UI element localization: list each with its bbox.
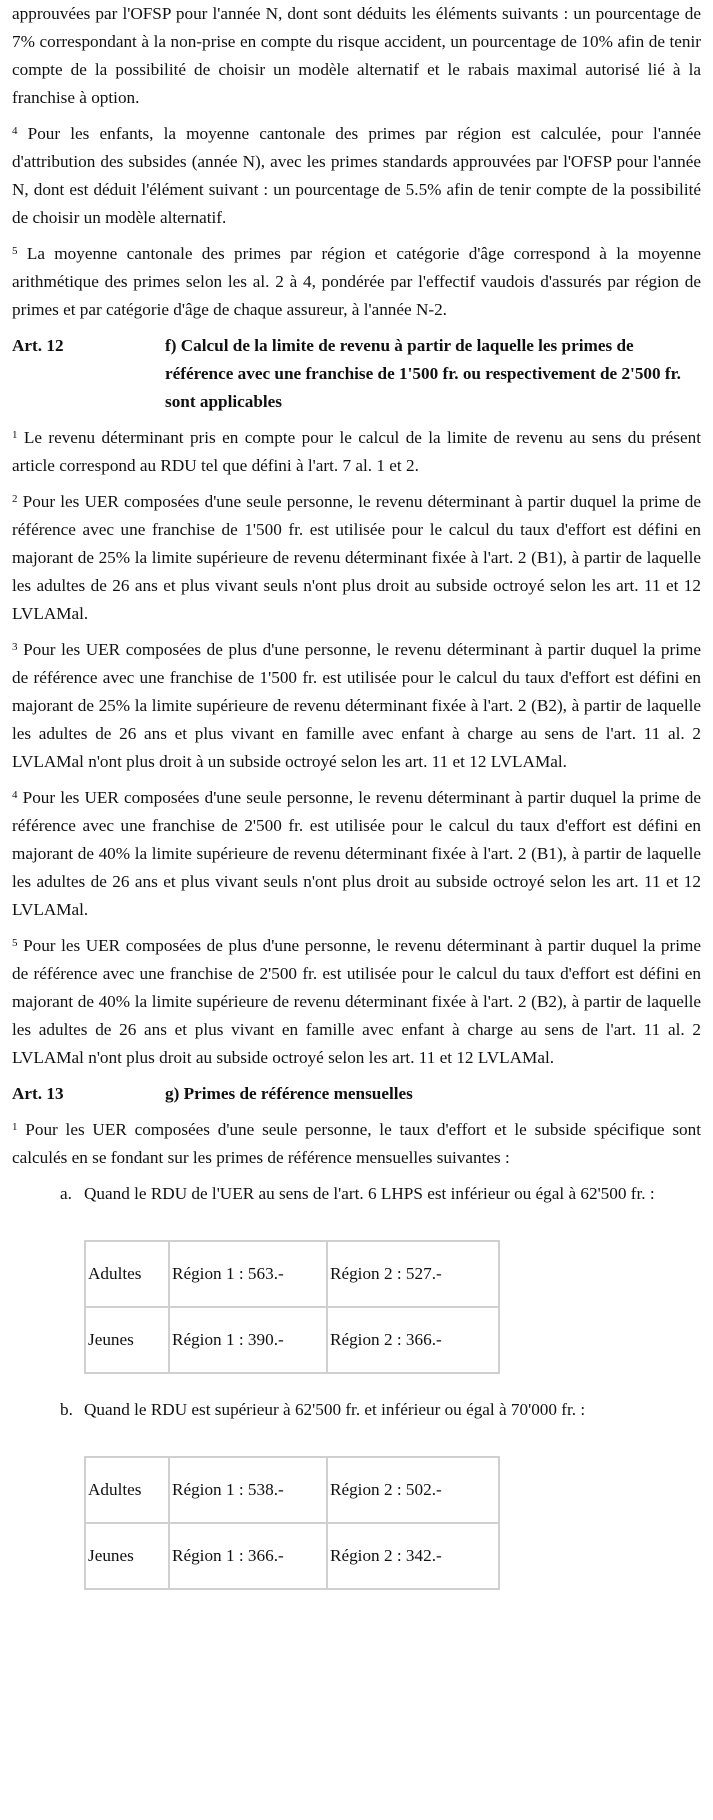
article-title: g) Primes de référence mensuelles	[165, 1084, 413, 1103]
paragraph-4: $^4$ Pour les enfants, la moyenne cantonale des primes par région est calculée, pour l'année d'attribution des subsides (année N), avec les primes standards approuvées par l'OFSP pour l'année N, dont est déduit l'élément suivant : un pourcentage de 5.5% afin de tenir compte de la possibilité de choisir un modèle alternatif.	[12, 124, 701, 227]
article-number: Art. 13	[12, 1084, 64, 1103]
table-cell-region-1: Région 1 : 538.-	[169, 1457, 327, 1523]
table-row	[85, 1241, 499, 1307]
table-row	[85, 1523, 499, 1589]
art12-paragraph-3: $^3$ Pour les UER composées de plus d'une personne, le revenu déterminant à partir duquel la prime de référence avec une franchise de 1'500 fr. est utilisée pour le calcul du taux d'effort est défini en majorant de 25% la limite supérieure de revenu déterminant fixée à l'art. 2 (B2), à partir de laquelle les adultes de 26 ans et plus vivant en famille avec enfant à charge au sens de l'art. 11 al. 2 LVLAMal n'ont plus droit à un subside octroyé selon les art. 11 et 12 LVLAMal.	[12, 640, 701, 771]
table-cell-region-2: Région 2 : 502.-	[327, 1457, 499, 1523]
paragraph-5: $^5$ La moyenne cantonale des primes par région et catégorie d'âge correspond à la moyenne arithmétique des primes selon les al. 2 à 4, pondérée par l'effectif vaudois d'assurés par région de primes et par catégorie d'âge de chaque assureur, à l'année N-2.	[12, 244, 701, 319]
article-12-heading	[12, 332, 701, 416]
list-item-b	[12, 1396, 701, 1424]
table-cell-region-1: Région 1 : 563.-	[169, 1241, 327, 1307]
art12-paragraph-4: $^4$ Pour les UER composées d'une seule personne, le revenu déterminant à partir duquel la prime de référence avec une franchise de 2'500 fr. est utilisée pour le calcul du taux d'effort est défini en majorant de 40% la limite supérieure de revenu déterminant fixée à l'art. 2 (B1), à partir de laquelle les adultes de 26 ans et plus vivant seuls n'ont plus droit au subside octroyé selon les art. 11 et 12 LVLAMal.	[12, 788, 701, 919]
table-cell-region-2: Région 2 : 366.-	[327, 1307, 499, 1373]
table-row	[85, 1307, 499, 1373]
list-marker: b.	[60, 1400, 73, 1419]
paragraph-continued: approuvées par l'OFSP pour l'année N, dont sont déduits les éléments suivants : un pourcentage de 7% correspondant à la non-prise en compte du risque accident, un pourcentage de 10% afin de tenir compte de la possibilité de choisir un modèle alternatif et le rabais maximal autorisé lié à la franchise à option.	[12, 4, 701, 107]
table-row	[85, 1457, 499, 1523]
list-text: Quand le RDU est supérieur à 62'500 fr. et inférieur ou égal à 70'000 fr. :	[84, 1400, 586, 1419]
table-cell-category: Adultes	[85, 1241, 169, 1307]
article-number: Art. 12	[12, 336, 64, 355]
table-cell-category: Adultes	[85, 1457, 169, 1523]
list-marker: a.	[60, 1184, 72, 1203]
art12-paragraph-1: $^1$ Le revenu déterminant pris en compte pour le calcul de la limite de revenu au sens du présent article correspond au RDU tel que défini à l'art. 7 al. 1 et 2.	[12, 428, 701, 475]
article-title: f) Calcul de la limite de revenu à partir de laquelle les primes de référence avec une franchise de 1'500 fr. ou respectivement de 2'500 fr. sont applicables	[165, 336, 681, 411]
article-13-heading	[12, 1080, 701, 1108]
art12-paragraph-5: $^5$ Pour les UER composées de plus d'une personne, le revenu déterminant à partir duquel la prime de référence avec une franchise de 2'500 fr. est utilisée pour le calcul du taux d'effort est défini en majorant de 40% la limite supérieure de revenu déterminant fixée à l'art. 2 (B2), à partir de laquelle les adultes de 26 ans et plus vivant en famille avec enfant à charge au sens de l'art. 11 al. 2 LVLAMal n'ont plus droit au subside octroyé selon les art. 11 et 12 LVLAMal.	[12, 936, 701, 1067]
premium-table-a	[84, 1240, 500, 1374]
table-cell-category: Jeunes	[85, 1307, 169, 1373]
art12-paragraph-2: $^2$ Pour les UER composées d'une seule personne, le revenu déterminant à partir duquel la prime de référence avec une franchise de 1'500 fr. est utilisée pour le calcul du taux d'effort est défini en majorant de 25% la limite supérieure de revenu déterminant fixée à l'art. 2 (B1), à partir de laquelle les adultes de 26 ans et plus vivant seuls n'ont plus droit au subside octroyé selon les art. 11 et 12 LVLAMal.	[12, 492, 701, 623]
premium-table-b	[84, 1456, 500, 1590]
table-cell-region-1: Région 1 : 390.-	[169, 1307, 327, 1373]
table-cell-region-1: Région 1 : 366.-	[169, 1523, 327, 1589]
table-cell-region-2: Région 2 : 527.-	[327, 1241, 499, 1307]
table-cell-region-2: Région 2 : 342.-	[327, 1523, 499, 1589]
list-text: Quand le RDU de l'UER au sens de l'art. 6 LHPS est inférieur ou égal à 62'500 fr. :	[84, 1184, 655, 1203]
art13-paragraph-1: $^1$ Pour les UER composées d'une seule personne, le taux d'effort et le subside spécifique sont calculés en se fondant sur les primes de référence mensuelles suivantes :	[12, 1120, 701, 1167]
list-item-a	[12, 1180, 701, 1208]
table-cell-category: Jeunes	[85, 1523, 169, 1589]
